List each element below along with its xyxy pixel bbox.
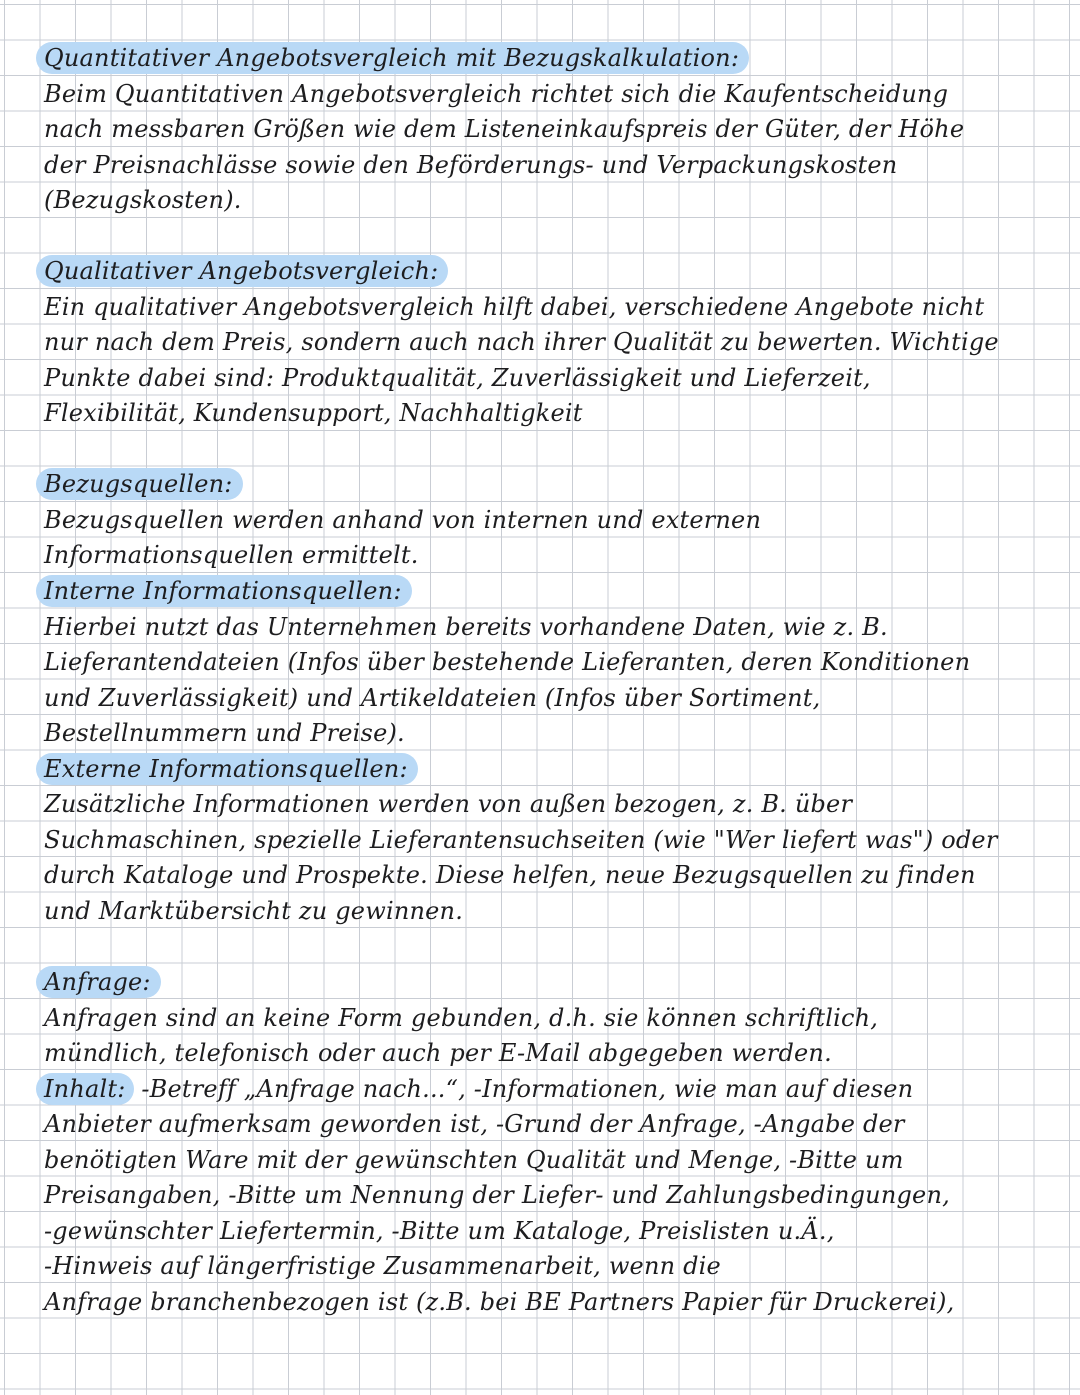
text-line: Hierbei nutzt das Unternehmen bereits vorhandene Daten, wie z. B. (44, 613, 888, 641)
heading-anfrage: Anfrage: (44, 965, 161, 1000)
text-line: Flexibilität, Kundensupport, Nachhaltigkeit (44, 399, 583, 427)
text-line: durch Kataloge und Prospekte. Diese helfen, neue Bezugsquellen zu finden (44, 861, 976, 889)
text-line: Beim Quantitativen Angebotsvergleich richtet sich die Kaufentscheidung (44, 80, 949, 108)
text-line: nur nach dem Preis, sondern auch nach ihrer Qualität zu bewerten. Wichtige (44, 328, 999, 356)
text-line: benötigten Ware mit der gewünschten Qualität und Menge, -Bitte um (44, 1146, 904, 1174)
text-line: Bestellnummern und Preise). (44, 719, 405, 747)
heading-intern: Interne Informationsquellen: (44, 574, 412, 609)
heading-extern: Externe Informationsquellen: (44, 752, 418, 787)
text-line: Preisangaben, -Bitte um Nennung der Liefer- und Zahlungsbedingungen, (44, 1181, 950, 1209)
text-line: Informationsquellen ermittelt. (44, 541, 419, 569)
text-line: und Marktübersicht zu gewinnen. (44, 897, 464, 925)
text-line: mündlich, telefonisch oder auch per E-Mail abgegeben werden. (44, 1039, 832, 1067)
text-line: (Bezugskosten). (44, 186, 242, 214)
text-line: -gewünschter Liefertermin, -Bitte um Kataloge, Preislisten u.Ä., (44, 1217, 835, 1245)
text-line: Lieferantendateien (Infos über bestehende Lieferanten, deren Konditionen (44, 648, 971, 676)
text-line: Bezugsquellen werden anhand von internen und externen (44, 506, 762, 534)
text-line: -Hinweis auf längerfristige Zusammenarbeit, wenn die (44, 1252, 721, 1280)
text-line: Anbieter aufmerksam geworden ist, -Grund der Anfrage, -Angabe der (44, 1110, 905, 1138)
inhalt-line (44, 1072, 913, 1107)
text-line: Anfragen sind an keine Form gebunden, d.h. sie können schriftlich, (44, 1004, 879, 1032)
text-line: Punkte dabei sind: Produktqualität, Zuverlässigkeit und Lieferzeit, (44, 364, 871, 392)
heading-qualitativ: Qualitativer Angebotsvergleich: (44, 254, 448, 289)
text-line: Zusätzliche Informationen werden von außen bezogen, z. B. über (44, 790, 853, 818)
text-line: und Zuverlässigkeit) und Artikeldateien (Infos über Sortiment, (44, 684, 821, 712)
inhalt-first-text: -Betreff „Anfrage nach...“, -Informationen, wie man auf diesen (133, 1075, 914, 1103)
text-line: Suchmaschinen, spezielle Lieferantensuchseiten (wie "Wer liefert was") oder (44, 826, 998, 854)
heading-quantitativ: Quantitativer Angebotsvergleich mit Bezugskalkulation: (44, 41, 749, 76)
text-line: Ein qualitativer Angebotsvergleich hilft dabei, verschiedene Angebote nicht (44, 293, 985, 321)
text-line: Anfrage branchenbezogen ist (z.B. bei BE Partners Papier für Druckerei), (44, 1288, 955, 1316)
inhalt-label: Inhalt: (36, 1073, 134, 1105)
text-line: der Preisnachlässe sowie den Beförderungs- und Verpackungskosten (44, 151, 898, 179)
heading-bezugsquellen: Bezugsquellen: (44, 467, 243, 502)
text-line: nach messbaren Größen wie dem Listeneinkaufspreis der Güter, der Höhe (44, 115, 965, 143)
